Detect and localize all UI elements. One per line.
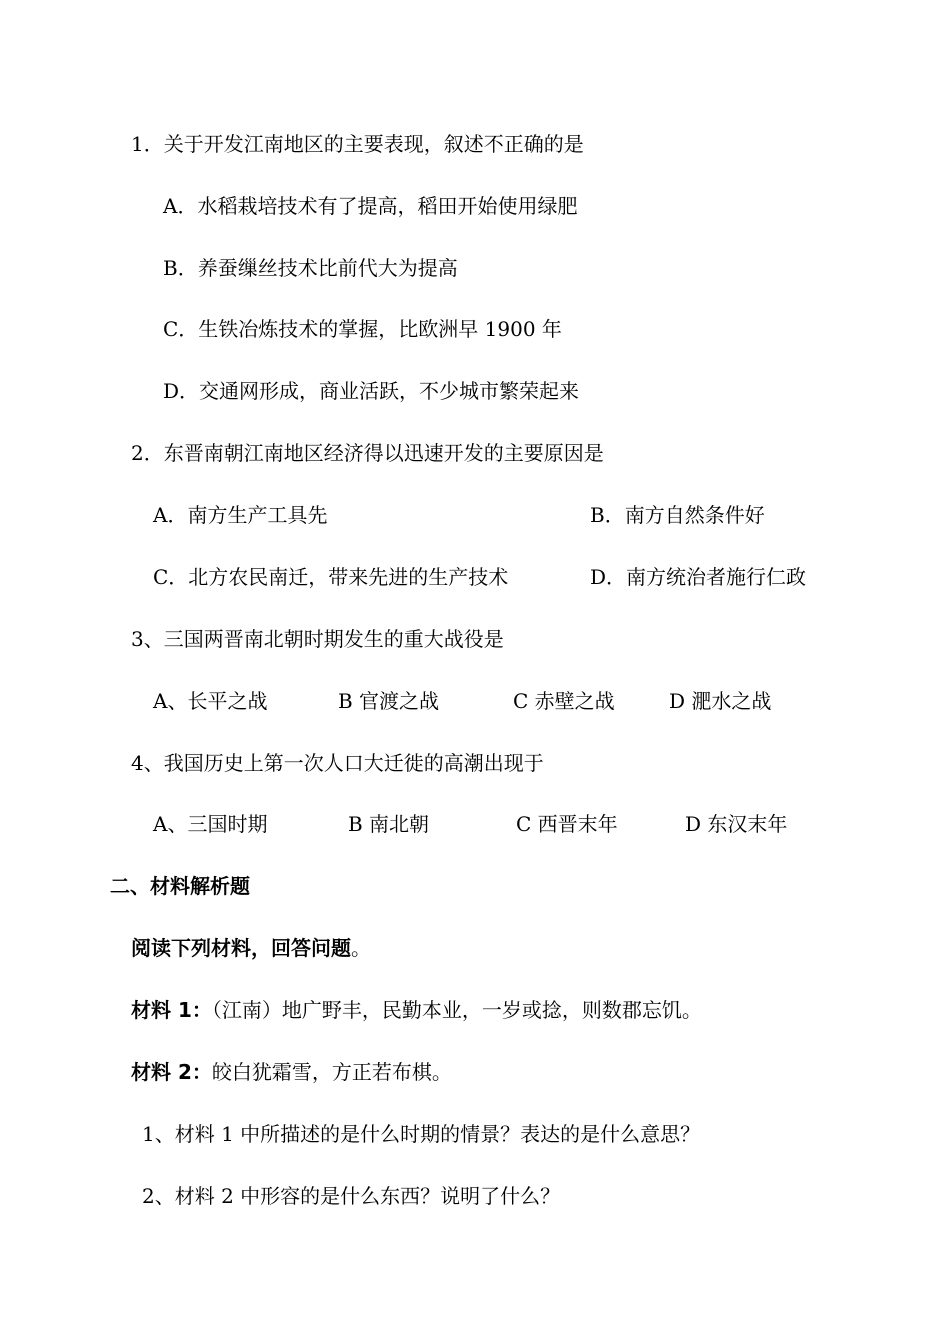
question-4-option-c: C 西晋末年 (516, 812, 618, 836)
section-2-instruction (131, 935, 371, 961)
material-1-text: （江南）地广野丰，民勤本业，一岁或捻，则数郡忘饥。 (211, 998, 702, 1022)
question-2-option-c: C．北方农民南迁，带来先进的生产技术 (153, 565, 509, 589)
question-1-option-d: D．交通网形成，商业活跃，不少城市繁荣起来 (163, 379, 580, 403)
question-3-stem: 3、三国两晋南北朝时期发生的重大战役是 (131, 627, 504, 651)
question-2-stem: 2．东晋南朝江南地区经济得以迅速开发的主要原因是 (131, 441, 604, 465)
section-2-title: 二、材料解析题 (110, 874, 250, 898)
sub-question-1: 1、材料 1 中所描述的是什么时期的情景？表达的是什么意思？ (142, 1122, 701, 1146)
question-3-option-a: A、长平之战 (153, 689, 268, 713)
question-2-option-a: A．南方生产工具先 (153, 503, 328, 527)
question-4-option-b: B 南北朝 (348, 812, 430, 836)
question-1-stem: 1．关于开发江南地区的主要表现，叙述不正确的是 (131, 132, 584, 156)
question-1-option-b: B．养蚕缫丝技术比前代大为提高 (163, 256, 458, 280)
question-2-option-d: D．南方统治者施行仁政 (590, 565, 807, 589)
instruction-text: 阅读下列材料，回答问题 (131, 936, 351, 960)
material-1-label: 材料 1： (131, 998, 212, 1022)
material-1 (131, 997, 702, 1023)
question-3-option-b: B 官渡之战 (338, 689, 440, 713)
material-2 (131, 1059, 452, 1085)
material-2-text: 皎白犹霜雪，方正若布棋。 (211, 1060, 452, 1084)
material-2-label: 材料 2： (131, 1060, 212, 1084)
sub-question-2: 2、材料 2 中形容的是什么东西？说明了什么？ (142, 1184, 561, 1208)
question-4-option-d: D 东汉末年 (685, 812, 788, 836)
question-1-option-a: A．水稻栽培技术有了提高，稻田开始使用绿肥 (163, 194, 578, 218)
question-4-option-a: A、三国时期 (153, 812, 268, 836)
question-3-option-d: D 淝水之战 (669, 689, 772, 713)
question-1-option-c: C．生铁冶炼技术的掌握，比欧洲早 1900 年 (163, 317, 562, 341)
question-4-stem: 4、我国历史上第一次人口大迁徙的高潮出现于 (131, 751, 544, 775)
question-3-option-c: C 赤壁之战 (513, 689, 615, 713)
question-2-option-b: B．南方自然条件好 (590, 503, 765, 527)
instruction-period: 。 (351, 936, 371, 960)
